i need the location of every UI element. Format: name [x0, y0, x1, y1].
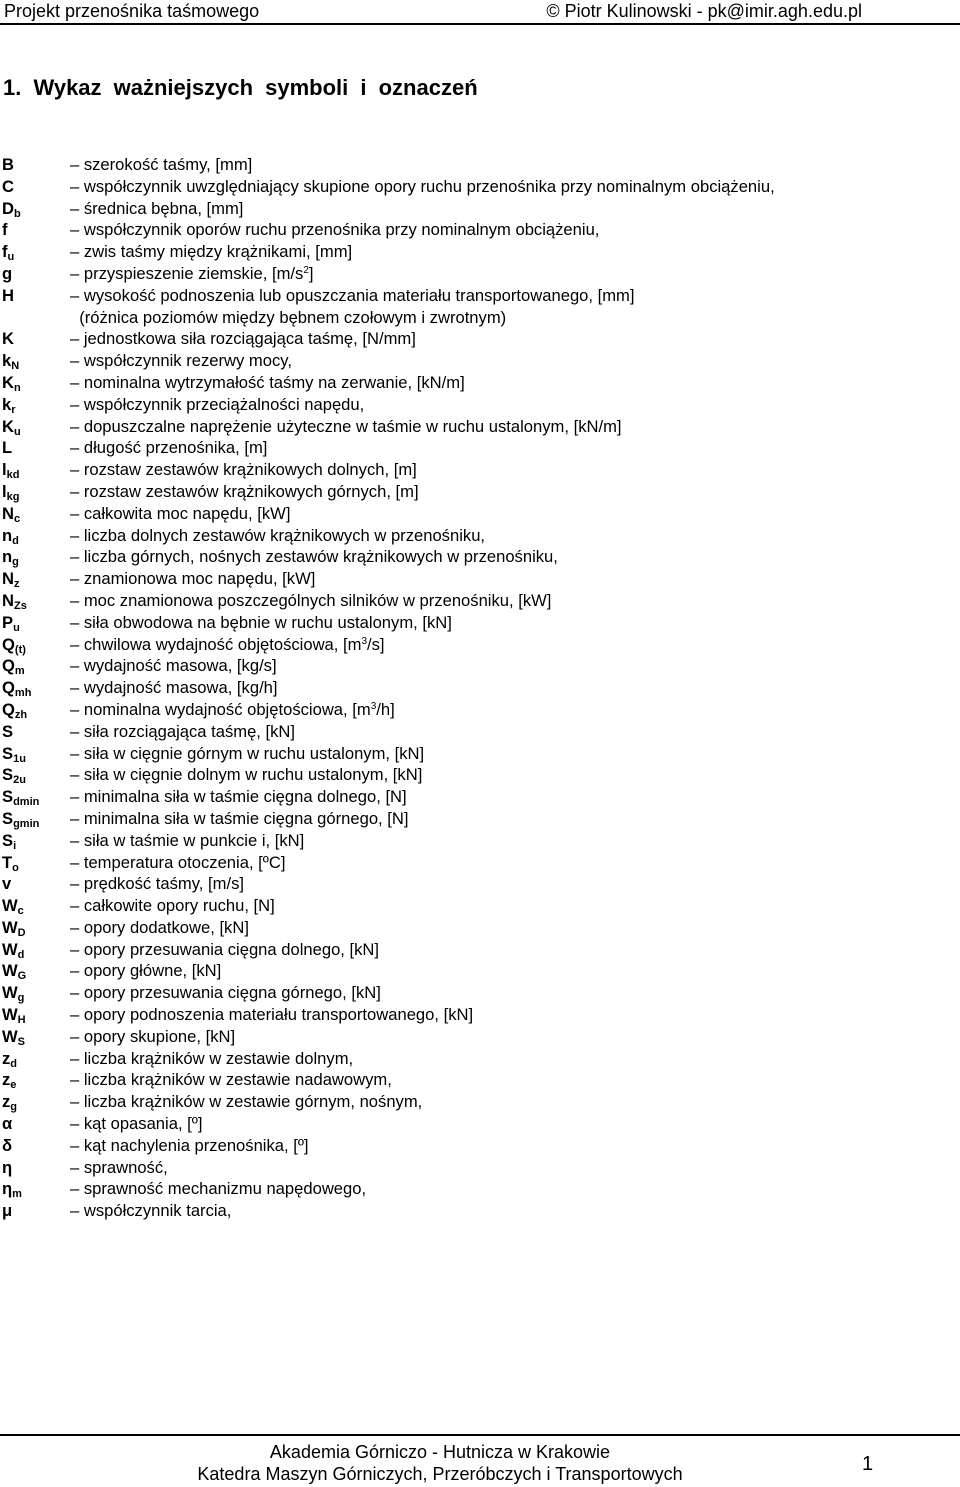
symbol-subscript: r	[11, 403, 16, 416]
symbol-subscript: u	[13, 621, 20, 634]
symbol-subscript: H	[17, 1014, 26, 1027]
symbol-description	[70, 1004, 473, 1026]
symbol-base: T	[2, 852, 13, 872]
symbol-subscript: z	[13, 578, 20, 591]
symbol-base: C	[2, 176, 14, 196]
description-text: – minimalna siła w taśmie cięgna dolnego, [N]	[70, 787, 407, 807]
description-text: – opory podnoszenia materiału transportowanego, [kN]	[70, 1005, 474, 1025]
footer-university: Akademia Górniczo - Hutnicza w Krakowie	[269, 1442, 611, 1462]
description-text: – sprawność mechanizmu napędowego,	[70, 1179, 367, 1199]
symbol	[2, 786, 39, 808]
symbol-description	[70, 1069, 392, 1091]
symbol-description	[70, 350, 292, 372]
symbol-subscript: D	[17, 926, 26, 939]
description-text: – znamionowa moc napędu, [kW]	[70, 569, 316, 589]
symbol	[2, 1178, 22, 1200]
symbol	[2, 895, 24, 917]
symbol	[2, 873, 11, 895]
symbol-base: μ	[2, 1201, 13, 1221]
symbol-description	[70, 503, 290, 525]
symbol-base: P	[2, 612, 14, 632]
description-text: – liczba krążników w zestawie górnym, nośnym,	[70, 1092, 423, 1112]
symbol-description	[70, 677, 278, 699]
symbol-base: v	[2, 874, 12, 894]
symbol	[2, 1026, 25, 1048]
symbol	[2, 263, 12, 285]
symbol-description	[70, 459, 417, 481]
symbol-subscript: c	[13, 512, 21, 525]
description-text: (różnica poziomów między bębnem czołowym i zwrotnym)	[70, 307, 507, 327]
symbol-description	[70, 1091, 422, 1113]
symbol	[2, 634, 26, 656]
symbol-subscript: dmin	[13, 796, 40, 809]
symbol	[2, 743, 26, 765]
symbol-description	[70, 1157, 168, 1179]
symbol	[2, 481, 19, 503]
symbol-description	[70, 699, 395, 721]
symbol-subscript: e	[10, 1079, 17, 1092]
description-text: – współczynnik tarcia,	[70, 1201, 232, 1221]
symbol-subscript: zh	[14, 708, 28, 721]
header-author: © Piotr Kulinowski - pk@imir.agh.edu.pl	[546, 1, 862, 21]
symbol-base: L	[2, 438, 13, 458]
description-text: – kąt nachylenia przenośnika, [º]	[70, 1135, 309, 1155]
description-text: – współczynnik uwzględniający skupione opory ruchu przenośnika przy nominalnym obciążeniu,	[70, 176, 775, 196]
symbol	[2, 154, 14, 176]
symbol-base: N	[2, 503, 14, 523]
symbol-subscript: m	[14, 665, 25, 678]
page-header	[0, 0, 960, 24]
description-text: – szerokość taśmy, [mm]	[70, 155, 253, 174]
symbol-description	[70, 1113, 202, 1135]
symbol	[2, 721, 13, 743]
symbol-subscript: d	[10, 1057, 18, 1070]
symbol	[2, 1113, 12, 1135]
symbol-description	[70, 525, 485, 547]
symbol-base: Q	[2, 656, 15, 676]
symbol-description	[70, 1026, 235, 1048]
description-text: – wysokość podnoszenia lub opuszczania materiału transportowanego, [mm]	[70, 285, 635, 305]
symbol-base: k	[2, 394, 12, 414]
symbol-subscript: d	[17, 948, 25, 961]
symbol	[2, 328, 14, 350]
symbol-base: S	[2, 765, 14, 785]
symbol	[2, 612, 20, 634]
description-text: – rozstaw zestawów krążnikowych górnych, [m]	[70, 481, 419, 501]
symbol-base: n	[2, 525, 13, 545]
symbol-subscript: m	[12, 1188, 22, 1201]
symbol-base: S	[2, 787, 14, 807]
symbol	[2, 699, 27, 721]
symbol-description	[70, 154, 252, 176]
symbol-description	[70, 546, 558, 568]
symbol	[2, 808, 39, 830]
description-text: – moc znamionowa poszczególnych silników w przenośniku, [kW]	[70, 590, 552, 610]
symbol-subscript: 1u	[13, 752, 26, 765]
description-text: – prędkość taśmy, [m/s]	[70, 874, 244, 894]
symbol-subscript: kg	[6, 490, 20, 503]
description-text: – sprawność,	[70, 1157, 168, 1177]
footer-department: Katedra Maszyn Górniczych, Przeróbczych i Transportowych	[197, 1464, 683, 1484]
description-text: – siła obwodowa na bębnie w ruchu ustalonym, [kN]	[70, 612, 452, 632]
symbol-base: z	[2, 1048, 11, 1068]
description-text: – przyspieszenie ziemskie, [m/s	[70, 263, 304, 283]
description-text: – siła w cięgnie dolnym w ruchu ustalonym, [kN]	[70, 765, 423, 785]
symbol-base: W	[2, 983, 18, 1003]
symbol-base: W	[2, 1026, 18, 1046]
symbol	[2, 394, 16, 416]
symbol-description	[70, 285, 635, 307]
symbol-description	[70, 394, 364, 416]
symbol-description	[70, 198, 243, 220]
symbol-subscript: g	[10, 1101, 18, 1114]
symbol	[2, 1135, 12, 1157]
symbol	[2, 525, 19, 547]
page-number: 1	[862, 1453, 874, 1475]
unit-exponent: 3	[361, 635, 368, 647]
symbol	[2, 939, 24, 961]
symbol	[2, 1200, 12, 1222]
description-text: – współczynnik oporów ruchu przenośnika przy nominalnym obciążeniu,	[70, 220, 600, 240]
description-text: – opory główne, [kN]	[70, 961, 222, 981]
symbol-subscript: Zs	[13, 599, 27, 612]
symbol	[2, 437, 12, 459]
description-text: – siła w cięgnie górnym w ruchu ustalonym, [kN]	[70, 743, 425, 763]
description-text: – całkowite opory ruchu, [N]	[70, 896, 275, 916]
symbol-base: N	[2, 569, 14, 589]
section-title: 1. Wykaz ważniejszych symboli i oznaczeń	[3, 75, 478, 100]
symbol-description	[70, 764, 422, 786]
symbol-subscript: (t)	[14, 643, 26, 656]
description-text: – dopuszczalne naprężenie użyteczne w taśmie w ruchu ustalonym, [kN/m]	[70, 416, 622, 436]
symbol-description	[70, 743, 424, 765]
header-document-title: Projekt przenośnika taśmowego	[4, 1, 260, 21]
symbol-subscript: o	[12, 861, 19, 874]
symbol-base: l	[2, 481, 7, 501]
symbol-description	[70, 263, 314, 285]
symbol-description	[70, 481, 419, 503]
symbol	[2, 1157, 12, 1179]
symbol-base: η	[2, 1157, 13, 1177]
symbol-description	[70, 1200, 231, 1222]
symbol	[2, 1048, 17, 1070]
symbol-subscript: kd	[6, 469, 20, 482]
symbol-subscript: gmin	[13, 817, 40, 830]
symbol	[2, 176, 14, 198]
symbol-base: z	[2, 1070, 11, 1090]
symbol-subscript: G	[17, 970, 27, 983]
symbol-description	[70, 1178, 366, 1200]
symbol-base: W	[2, 961, 18, 981]
description-text: – opory skupione, [kN]	[70, 1026, 236, 1046]
symbol	[2, 852, 19, 874]
symbol	[2, 1091, 17, 1113]
symbol-base: N	[2, 590, 14, 610]
symbol-description	[70, 655, 277, 677]
description-text: – współczynnik rezerwy mocy,	[70, 351, 292, 371]
symbol-description	[70, 634, 385, 656]
description-text: – opory dodatkowe, [kN]	[70, 917, 249, 937]
description-text-end: /h]	[376, 699, 395, 719]
symbol-base: α	[2, 1114, 13, 1134]
description-text: – współczynnik przeciążalności napędu,	[70, 394, 365, 414]
description-text: – nominalna wytrzymałość taśmy na zerwanie, [kN/m]	[70, 372, 465, 392]
symbol	[2, 372, 21, 394]
header-divider	[0, 23, 960, 25]
symbol-base: l	[2, 460, 7, 480]
symbol-description	[70, 328, 416, 350]
symbol-base: S	[2, 830, 14, 850]
description-text: – rozstaw zestawów krążnikowych dolnych, [m]	[70, 460, 417, 480]
description-text: – wydajność masowa, [kg/s]	[70, 656, 277, 676]
description-text: – liczba dolnych zestawów krążnikowych w przenośniku,	[70, 525, 486, 545]
symbol	[2, 241, 14, 263]
symbol-description	[70, 960, 221, 982]
description-text: – zwis taśmy między krążnikami, [mm]	[70, 242, 353, 262]
symbol	[2, 568, 19, 590]
symbol	[2, 1069, 16, 1091]
symbol-description	[70, 416, 622, 438]
symbol-subscript: n	[13, 381, 21, 394]
symbol	[2, 677, 31, 699]
description-text: – siła rozciągająca taśmę, [kN]	[70, 721, 296, 741]
symbol-base: η	[2, 1179, 13, 1199]
description-text: – opory przesuwania cięgna dolnego, [kN]	[70, 939, 380, 959]
symbol-description	[70, 437, 267, 459]
symbol-base: B	[2, 155, 14, 174]
description-text: – chwilowa wydajność objętościowa, [m	[70, 634, 362, 654]
symbol	[2, 830, 16, 852]
symbol-description	[70, 176, 775, 198]
description-text: – nominalna wydajność objętościowa, [m	[70, 699, 371, 719]
symbol-subscript: u	[13, 425, 21, 438]
description-text: – minimalna siła w taśmie cięgna górnego, [N]	[70, 808, 409, 828]
symbol-base: W	[2, 896, 18, 916]
symbol	[2, 198, 21, 220]
symbol-description	[70, 590, 551, 612]
symbol-description	[70, 1048, 353, 1070]
symbol-description	[70, 568, 315, 590]
symbol-description	[70, 612, 452, 634]
symbol	[2, 416, 21, 438]
symbol	[2, 546, 19, 568]
symbol-base: Q	[2, 634, 15, 654]
symbol-description	[70, 939, 379, 961]
symbol-subscript: b	[13, 207, 21, 220]
symbol-description	[70, 852, 285, 874]
symbol-base: H	[2, 285, 14, 305]
symbol-subscript: c	[17, 905, 24, 918]
symbol-subscript: g	[12, 556, 19, 569]
description-text: – opory przesuwania cięgna górnego, [kN]	[70, 983, 381, 1003]
symbol-subscript: 2u	[13, 774, 26, 787]
description-text: – wydajność masowa, [kg/h]	[70, 678, 278, 698]
symbol-description	[70, 830, 304, 852]
symbol	[2, 917, 26, 939]
symbol-base: δ	[2, 1135, 13, 1155]
description-text: – średnica bębna, [mm]	[70, 198, 244, 218]
symbol-description	[70, 372, 465, 394]
symbol-description	[70, 982, 381, 1004]
symbol	[2, 219, 8, 241]
unit-exponent: 2	[303, 264, 309, 276]
symbol-base: K	[2, 372, 14, 392]
symbol-subscript: i	[13, 839, 17, 852]
symbol-base: W	[2, 917, 18, 937]
symbol	[2, 285, 14, 307]
symbol-description	[70, 721, 295, 743]
symbol-base: K	[2, 416, 14, 436]
symbol-base: f	[2, 242, 8, 262]
description-text-end: /s]	[367, 634, 385, 654]
symbol-base: K	[2, 329, 14, 349]
symbol	[2, 960, 26, 982]
symbol	[2, 350, 19, 372]
symbol-description	[70, 219, 599, 241]
symbol	[2, 655, 25, 677]
symbol-base: g	[2, 263, 13, 283]
description-text: – kąt opasania, [º]	[70, 1114, 203, 1134]
description-text: – siła w taśmie w punkcie i, [kN]	[70, 830, 305, 850]
symbol	[2, 1004, 26, 1026]
symbol-subscript: d	[12, 534, 19, 547]
symbol	[2, 982, 24, 1004]
symbol-subscript: mh	[14, 687, 32, 700]
symbol-base: W	[2, 939, 18, 959]
description-text: – liczba krążników w zestawie nadawowym,	[70, 1070, 392, 1090]
footer-divider	[0, 1434, 960, 1436]
symbol-description	[70, 873, 244, 895]
symbol-base: S	[2, 721, 14, 741]
symbol	[2, 459, 19, 481]
symbol-base: W	[2, 1005, 18, 1025]
symbol-base: k	[2, 351, 12, 371]
symbol	[2, 503, 20, 525]
description-text: – jednostkowa siła rozciągająca taśmę, [N/mm]	[70, 329, 416, 349]
symbol-description	[70, 786, 407, 808]
description-text: – całkowita moc napędu, [kW]	[70, 503, 291, 523]
description-text: – liczba górnych, nośnych zestawów krążnikowych w przenośniku,	[70, 547, 558, 567]
description-text: – liczba krążników w zestawie dolnym,	[70, 1048, 354, 1068]
description-text: – długość przenośnika, [m]	[70, 438, 268, 458]
symbol-description	[70, 307, 506, 329]
symbol	[2, 590, 27, 612]
symbol-base: S	[2, 743, 14, 763]
symbol-subscript: S	[17, 1035, 26, 1048]
symbol-subscript: N	[11, 360, 20, 373]
symbol-description	[70, 241, 352, 263]
symbol-base: z	[2, 1092, 11, 1112]
symbol-description	[70, 808, 409, 830]
symbol-base: Q	[2, 699, 15, 719]
symbol-base: n	[2, 547, 13, 567]
unit-exponent: 3	[370, 700, 377, 712]
symbol-subscript: u	[7, 251, 15, 264]
symbol-base: S	[2, 808, 14, 828]
symbol-description	[70, 917, 249, 939]
symbol-description	[70, 1135, 309, 1157]
description-text-end: ]	[308, 263, 314, 283]
description-text: – temperatura otoczenia, [ºC]	[70, 852, 286, 872]
symbol-base: f	[2, 220, 8, 240]
symbol-subscript: g	[17, 992, 25, 1005]
symbol-base: Q	[2, 678, 15, 698]
symbol-base: D	[2, 198, 14, 218]
symbol	[2, 764, 26, 786]
symbol-description	[70, 895, 275, 917]
